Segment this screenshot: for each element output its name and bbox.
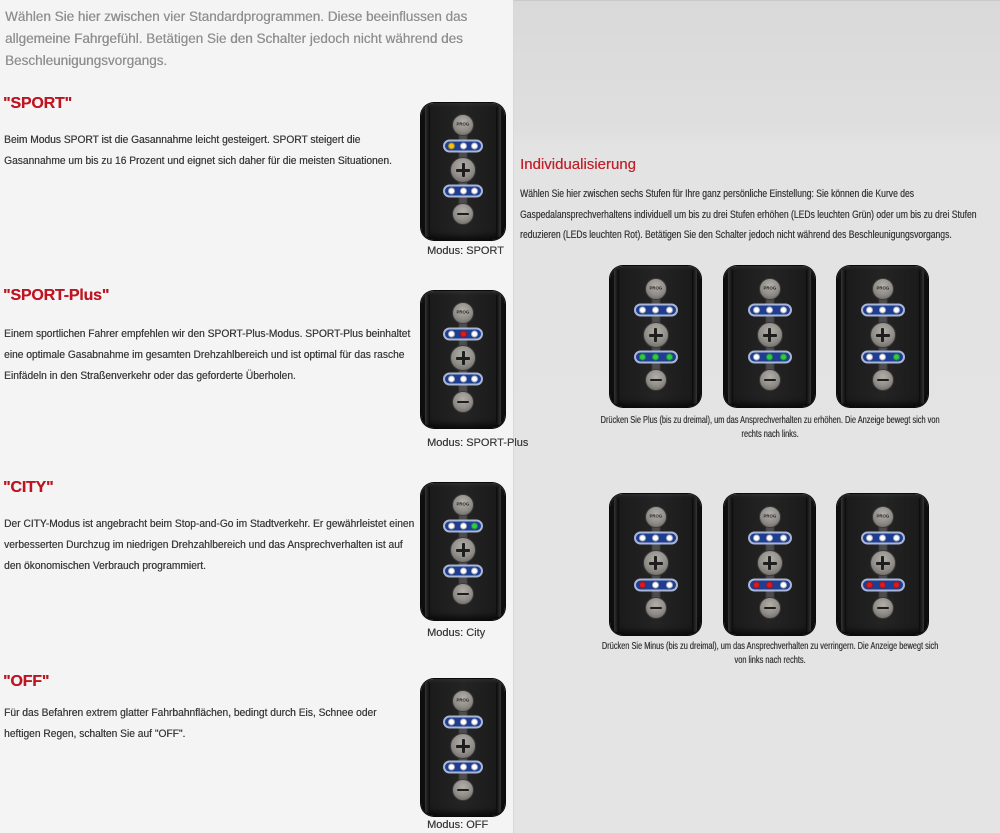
plus-button bbox=[450, 537, 476, 563]
section-body-off: Für das Befahren extrem glatter Fahrbahnflächen, bedingt durch Eis, Schnee oder heftigen Regen, schalten Sie auf "OFF". bbox=[4, 707, 377, 740]
led-white bbox=[448, 568, 455, 575]
led-white bbox=[766, 307, 773, 314]
prog-button: PROG bbox=[452, 302, 474, 324]
section-heading-sport: "SPORT" bbox=[3, 95, 72, 112]
device-edge bbox=[614, 497, 619, 632]
led-white bbox=[879, 307, 886, 314]
led-white bbox=[666, 307, 673, 314]
led-white bbox=[460, 764, 467, 771]
led-bar bbox=[443, 328, 483, 341]
led-red bbox=[893, 581, 900, 588]
led-red bbox=[766, 581, 773, 588]
led-white bbox=[780, 535, 787, 542]
intro-text: Wählen Sie hier zwischen vier Standardprogrammen. Diese beeinflussen das allgemeine Fahrgefühl. Betätigen Sie den Schalter jedoch nicht während des Beschleunigungsvorgangs. bbox=[5, 9, 468, 68]
led-white bbox=[471, 188, 478, 195]
prog-button: PROG bbox=[645, 506, 667, 528]
led-white bbox=[652, 535, 659, 542]
mode-caption-sport-plus: Modus: SPORT-Plus bbox=[427, 437, 529, 449]
led-white bbox=[448, 523, 455, 530]
led-yellow bbox=[448, 143, 455, 150]
led-bar bbox=[748, 304, 792, 317]
plus-button bbox=[870, 550, 896, 576]
plus-button bbox=[870, 322, 896, 348]
device-image-minus-step-3 bbox=[837, 494, 928, 635]
minus-button bbox=[645, 369, 667, 391]
section-body-sport: Beim Modus SPORT ist die Gasannahme leicht gesteigert. SPORT steigert die Gasannahme um bis zu 16 Prozent und eignet sich daher für die meisten Situationen. bbox=[4, 134, 392, 167]
led-white bbox=[780, 581, 787, 588]
led-green bbox=[471, 523, 478, 530]
section-body-sport-plus: Einem sportlichen Fahrer empfehlen wir den SPORT-Plus-Modus. SPORT-Plus beinhaltet eine optimale Gasabnahme im gesamten Drehzahlbereich und ist optimal für das rasche Einfädeln in den Straßenverkehr oder das geforderte Überholen. bbox=[4, 328, 411, 382]
section-heading-city: "CITY" bbox=[3, 479, 54, 496]
led-white bbox=[471, 376, 478, 383]
prog-button: PROG bbox=[452, 494, 474, 516]
prog-button: PROG bbox=[759, 506, 781, 528]
mode-caption-off: Modus: OFF bbox=[427, 819, 489, 831]
led-bar bbox=[861, 578, 905, 591]
device-image-plus-step-3 bbox=[610, 266, 701, 407]
section-body-city: Der CITY-Modus ist angebracht beim Stop-and-Go im Stadtverkehr. Er gewährleistet einen verbesserten Durchzug im niedrigen Drehzahlbereich und das Ansprechverhalten ist auf den ökonomischen Verbrauch programmiert. bbox=[4, 518, 415, 572]
led-bar bbox=[748, 532, 792, 545]
led-white bbox=[893, 535, 900, 542]
device-edge bbox=[806, 269, 811, 404]
plus-button bbox=[757, 550, 783, 576]
led-white bbox=[460, 568, 467, 575]
led-white bbox=[460, 143, 467, 150]
mode-caption-sport: Modus: SPORT bbox=[427, 245, 504, 257]
led-bar bbox=[861, 350, 905, 363]
device-edge bbox=[496, 106, 501, 237]
led-bar bbox=[443, 185, 483, 198]
led-bar bbox=[443, 140, 483, 153]
prog-button: PROG bbox=[452, 114, 474, 136]
led-white bbox=[471, 143, 478, 150]
led-bar bbox=[861, 304, 905, 317]
device-image-plus-step-2 bbox=[724, 266, 815, 407]
device-edge bbox=[614, 269, 619, 404]
led-white bbox=[652, 307, 659, 314]
led-white bbox=[879, 535, 886, 542]
led-white bbox=[753, 535, 760, 542]
led-bar bbox=[443, 716, 483, 729]
led-white bbox=[460, 719, 467, 726]
led-red bbox=[639, 581, 646, 588]
led-white bbox=[639, 535, 646, 542]
minus-button bbox=[872, 597, 894, 619]
plus-button bbox=[450, 733, 476, 759]
plus-button bbox=[757, 322, 783, 348]
plus-button bbox=[450, 157, 476, 183]
led-white bbox=[866, 307, 873, 314]
section-heading-off: "OFF" bbox=[3, 673, 50, 690]
minus-instruction: Drücken Sie Minus (bis zu dreimal), um das Ansprechverhalten zu verringern. Die Anzeige bewegt sich von links nach rechts. bbox=[601, 641, 939, 666]
device-image-plus-step-1 bbox=[837, 266, 928, 407]
led-white bbox=[666, 535, 673, 542]
prog-button: PROG bbox=[872, 278, 894, 300]
led-white bbox=[666, 581, 673, 588]
plus-button bbox=[643, 550, 669, 576]
device-edge bbox=[496, 682, 501, 813]
prog-button: PROG bbox=[645, 278, 667, 300]
led-white bbox=[639, 307, 646, 314]
led-bar bbox=[748, 350, 792, 363]
device-edge bbox=[496, 294, 501, 425]
prog-button: PROG bbox=[452, 690, 474, 712]
led-bar bbox=[634, 532, 678, 545]
led-green bbox=[639, 353, 646, 360]
led-white bbox=[460, 523, 467, 530]
led-bar bbox=[861, 532, 905, 545]
device-image-city bbox=[421, 483, 505, 620]
device-edge bbox=[728, 269, 733, 404]
device-edge bbox=[692, 497, 697, 632]
led-white bbox=[866, 353, 873, 360]
device-edge bbox=[919, 497, 924, 632]
led-white bbox=[460, 376, 467, 383]
led-red bbox=[753, 581, 760, 588]
device-image-off bbox=[421, 679, 505, 816]
led-white bbox=[471, 568, 478, 575]
device-image-sport bbox=[421, 103, 505, 240]
minus-button bbox=[872, 369, 894, 391]
led-green bbox=[666, 353, 673, 360]
led-bar bbox=[748, 578, 792, 591]
led-bar bbox=[634, 304, 678, 317]
minus-button bbox=[759, 369, 781, 391]
led-green bbox=[780, 353, 787, 360]
led-white bbox=[780, 307, 787, 314]
led-white bbox=[471, 719, 478, 726]
prog-button: PROG bbox=[872, 506, 894, 528]
section-heading-sport-plus: "SPORT-Plus" bbox=[3, 287, 110, 304]
prog-button: PROG bbox=[759, 278, 781, 300]
minus-button bbox=[452, 203, 474, 225]
led-bar bbox=[443, 565, 483, 578]
plus-button bbox=[450, 345, 476, 371]
device-edge bbox=[841, 497, 846, 632]
device-edge bbox=[496, 486, 501, 617]
minus-button bbox=[452, 779, 474, 801]
led-white bbox=[460, 188, 467, 195]
led-white bbox=[448, 764, 455, 771]
led-green bbox=[766, 353, 773, 360]
device-image-minus-step-2 bbox=[724, 494, 815, 635]
plus-button bbox=[643, 322, 669, 348]
led-red bbox=[879, 581, 886, 588]
led-white bbox=[753, 307, 760, 314]
led-white bbox=[448, 376, 455, 383]
minus-button bbox=[759, 597, 781, 619]
device-image-minus-step-1 bbox=[610, 494, 701, 635]
led-bar bbox=[634, 578, 678, 591]
minus-button bbox=[452, 391, 474, 413]
led-white bbox=[753, 353, 760, 360]
led-bar bbox=[443, 373, 483, 386]
led-white bbox=[766, 535, 773, 542]
device-edge bbox=[728, 497, 733, 632]
plus-instruction: Drücken Sie Plus (bis zu dreimal), um das Ansprechverhalten zu erhöhen. Die Anzeige bewegt sich von rechts nach links. bbox=[600, 415, 940, 440]
led-red bbox=[460, 331, 467, 338]
individualization-body: Wählen Sie hier zwischen sechs Stufen für Ihre ganz persönliche Einstellung: Sie können die Kurve des Gaspedalansprechverhaltens individuell um bis zu drei Stufen erhöhen (LEDs leuchten Grün) oder um bis zu drei Stufen reduzieren (LEDs leuchten Rot). Betätigen Sie den Schalter jedoch nicht während des Beschleunigungsvorgangs. bbox=[520, 188, 977, 241]
minus-button bbox=[452, 583, 474, 605]
device-edge bbox=[425, 294, 430, 425]
device-edge bbox=[425, 486, 430, 617]
device-edge bbox=[919, 269, 924, 404]
led-white bbox=[879, 353, 886, 360]
device-edge bbox=[692, 269, 697, 404]
led-bar bbox=[443, 761, 483, 774]
led-white bbox=[866, 535, 873, 542]
led-white bbox=[471, 764, 478, 771]
device-edge bbox=[806, 497, 811, 632]
led-white bbox=[652, 581, 659, 588]
led-white bbox=[448, 331, 455, 338]
individualization-heading: Individualisierung bbox=[520, 156, 636, 173]
led-green bbox=[652, 353, 659, 360]
device-edge bbox=[425, 682, 430, 813]
mode-caption-city: Modus: City bbox=[427, 627, 486, 639]
led-white bbox=[448, 188, 455, 195]
led-bar bbox=[443, 520, 483, 533]
minus-button bbox=[645, 597, 667, 619]
device-image-sport-plus bbox=[421, 291, 505, 428]
led-bar bbox=[634, 350, 678, 363]
led-red bbox=[866, 581, 873, 588]
device-edge bbox=[425, 106, 430, 237]
led-white bbox=[448, 719, 455, 726]
led-white bbox=[893, 307, 900, 314]
led-green bbox=[893, 353, 900, 360]
device-edge bbox=[841, 269, 846, 404]
led-white bbox=[471, 331, 478, 338]
